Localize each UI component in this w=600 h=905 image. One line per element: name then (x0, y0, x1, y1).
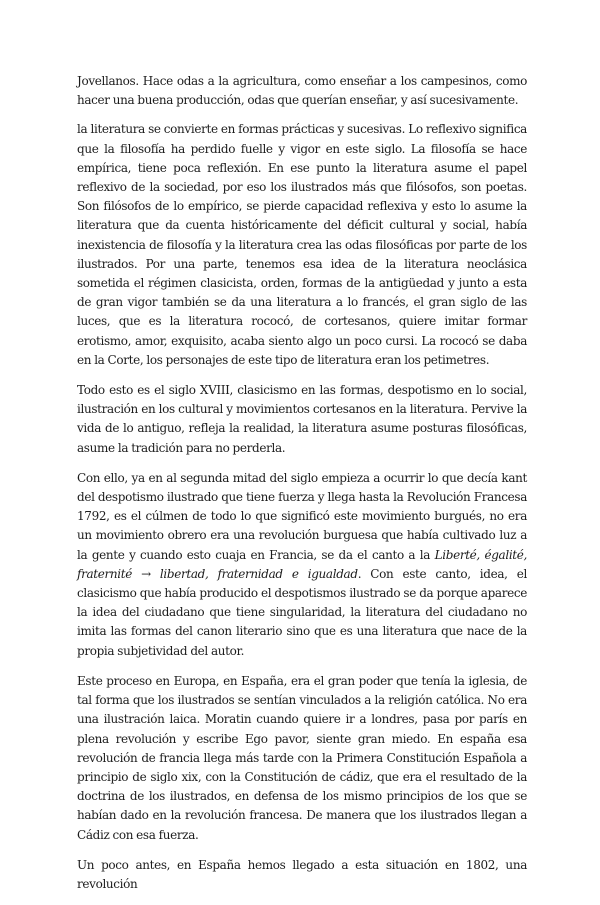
paragraph (77, 381, 527, 458)
paragraph-text: . Con este canto, idea, el clasicismo que había producido el despotismos ilustrado se da porque aparece la idea del ciudadano que tiene singularidad, la literatura del ciudadano no imita las formas del canon literario sino que es una literatura que nace de la propia subjetividad del autor. (77, 566, 527, 658)
paragraph (77, 120, 527, 370)
paragraph-text: la literatura se convierte en formas prácticas y sucesivas. Lo reflexivo significa que la filosofía ha perdido fuelle y vigor en este siglo. La filosofía se hace empírica, tiene poca reflexión. En ese punto la literatura asume el papel reflexivo de la sociedad, por eso los ilustrados más que filósofos, son poetas. Son filósofos de lo empírico, se pierde capacidad reflexiva y esto lo asume la literatura que da cuenta históricamente del déficit cultural y social, había inexistencia de filosofía y la literatura crea las odas filosóficas por parte de los ilustrados. Por una parte, tenemos esa idea de la literatura neoclásica sometida el régimen clasicista, orden, formas de la antigüedad y junto a esta de gran vigor también se da una literatura a lo francés, el gran siglo de las luces, que es la literatura rococó, de cortesanos, quiere imitar formar erotismo, amor, exquisito, acaba siento algo un poco cursi. La rococó se daba en la Corte, los personajes de este tipo de literatura eran los petimetres. (77, 122, 527, 367)
paragraph-text: Un poco antes, en España hemos llegado a esta situación en 1802, una revolución (77, 857, 527, 891)
paragraph-text: Con ello, ya en al segunda mitad del siglo empieza a ocurrir lo que decía kant del despotismo ilustrado que tiene fuerza y llega hasta la Revolución Francesa 1792, es el cúlmen de todo lo que significó este movimiento burgués, no era un movimiento obrero era una revolución burguesa que había cultivado luz a la gente y cuando esto cuaja en Francia, se da el canto a la (77, 470, 527, 562)
paragraph (77, 856, 527, 894)
paragraph (77, 672, 527, 845)
document-body (77, 72, 527, 905)
paragraph-text: Este proceso en Europa, en España, era el gran poder que tenía la iglesia, de tal forma que los ilustrados se sentían vinculados a la religión católica. No era una ilustración laica. Moratin cuando quiere ir a londres, pasa por parís en plena revolución y escribe Ego pavor, siente gran miedo. En españa esa revolución de francia llega más tarde con la Primera Constitución Española a principio de siglo xix, con la Constitución de cádiz, que era el resultado de la doctrina de los ilustrados, en defensa de los mismo principios de los que se habían dado en la revolución francesa. De manera que los ilustrados llegan a Cádiz con esa fuerza. (77, 673, 527, 842)
paragraph-text: Jovellanos. Hace odas a la agricultura, como enseñar a los campesinos, como hacer una buena producción, odas que querían enseñar, y así sucesivamente. (77, 74, 527, 108)
paragraph (77, 469, 527, 661)
italic-motto: Liberté, égalité, fraternité → libertad, fraternidad e igualdad (77, 547, 527, 581)
paragraph (77, 72, 527, 110)
paragraph-text: Todo esto es el siglo XVIII, clasicismo en las formas, despotismo en lo social, ilustración en los cultural y movimientos cortesanos en la literatura. Pervive la vida de lo antiguo, refleja la realidad, la literatura asume posturas filosóficas, asume la tradición para no perderla. (77, 383, 527, 455)
